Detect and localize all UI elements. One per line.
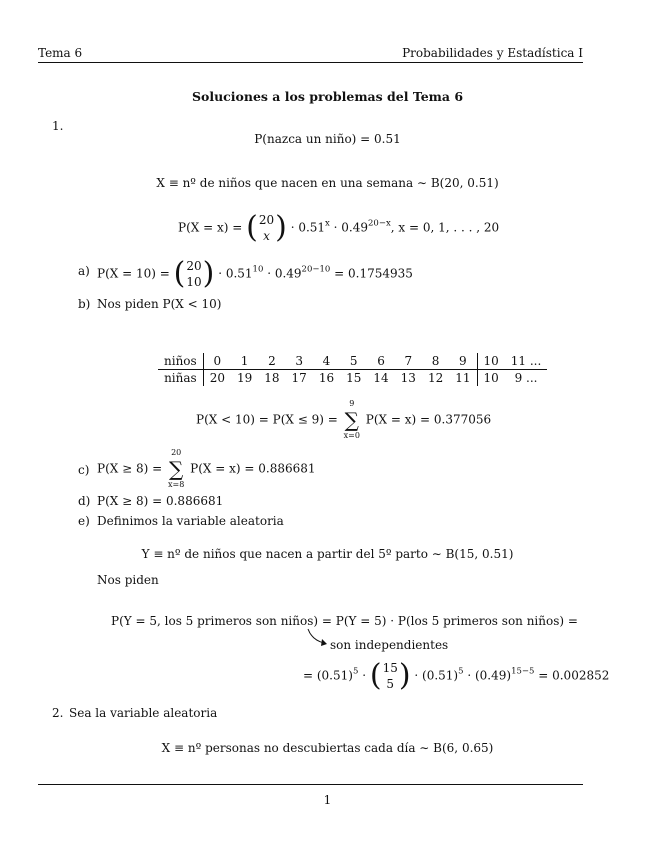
independence-note: son independientes xyxy=(330,638,449,652)
c-sum-bottom: x=8 xyxy=(168,480,185,489)
c-lhs: P(X ≥ 8) = xyxy=(97,461,163,476)
boys-cell: 8 xyxy=(431,354,440,368)
a-exp2: 20−10 xyxy=(301,264,331,275)
girls-cell: 14 xyxy=(367,370,394,387)
c-sum-formula: P(X ≥ 8) = 20 ∑ x=8 P(X = x) = 0.886681 xyxy=(97,448,316,489)
boys-cell: 6 xyxy=(377,354,385,368)
pmf-exp1: x xyxy=(325,218,330,229)
final-base2: · (0.51) xyxy=(414,668,459,683)
c-rhs: P(X = x) = 0.886681 xyxy=(190,461,316,476)
boys-cell: 7 xyxy=(404,354,413,368)
boys-cell: 11 ... xyxy=(510,354,542,368)
final-exp1: 5 xyxy=(352,666,359,677)
girls-cell: 12 xyxy=(422,370,449,387)
girls-cell: 17 xyxy=(286,370,313,387)
item-d-text: P(X ≥ 8) = 0.886681 xyxy=(97,494,224,508)
boys-cell: 2 xyxy=(268,354,276,368)
problem-2-xdef: X ≡ nº personas no descubiertas cada día ∼ B(6, 0.65) xyxy=(161,741,494,755)
item-c-label: c) xyxy=(78,463,90,477)
girls-cell: 10 xyxy=(477,370,505,387)
boys-girls-table xyxy=(158,353,547,386)
boys-cell: 1 xyxy=(240,354,249,368)
footer-rule xyxy=(38,784,583,785)
item-d-label: d) xyxy=(78,494,91,508)
page-number: 1 xyxy=(323,793,332,807)
pmf-range: , x = 0, 1, . . . , 20 xyxy=(390,220,500,235)
pmf-base1: · 0.51 xyxy=(290,220,326,235)
pmf-exp2: 20−x xyxy=(368,218,391,229)
girls-cell: 20 xyxy=(203,370,231,387)
y-definition: Y ≡ nº de niños que nacen a partir del 5º parto ∼ B(15, 0.51) xyxy=(141,547,514,561)
pmf-base2: · 0.49 xyxy=(329,220,369,235)
problem-1-number: 1. xyxy=(52,119,64,133)
row2-label: niñas xyxy=(158,370,203,387)
boys-cell: 3 xyxy=(295,354,303,368)
page-title: Soluciones a los problemas del Tema 6 xyxy=(191,89,464,104)
pmf-formula: P(X = x) = (20 x ) · $0.51^x \cdot 0.49^{20-x}$, x = 0, 1, . . . , 20 xyxy=(178,210,500,245)
boys-cell: 0 xyxy=(203,353,231,370)
item-a-label: a) xyxy=(78,264,90,278)
girls-cell: 19 xyxy=(231,370,258,387)
prob-nino: P(nazca un niño) = 0.51 xyxy=(254,132,401,146)
a-binom-top: 20 xyxy=(186,259,202,273)
header-rule xyxy=(38,62,583,63)
row1-label: niños xyxy=(164,354,197,368)
final-base3: · (0.49) xyxy=(463,668,512,683)
final-pre: = (0.51) xyxy=(303,668,353,683)
item-b-text: Nos piden P(X < 10) xyxy=(97,297,222,311)
header-left: Tema 6 xyxy=(38,46,83,60)
girls-cell: 11 xyxy=(449,370,477,387)
final-result: = 0.002852 xyxy=(534,668,610,683)
final-binom-top: 15 xyxy=(382,661,398,675)
a-base2: · 0.49 xyxy=(263,266,302,281)
final-binom-bottom: 5 xyxy=(386,677,395,691)
a-exp1: 10 xyxy=(252,264,264,275)
c-sum-top: 20 xyxy=(171,448,182,457)
problem-2-number: 2. xyxy=(52,706,64,720)
a-result: = 0.1754935 xyxy=(330,266,413,281)
final-exp3: 15−5 xyxy=(511,666,535,677)
girls-cell: 13 xyxy=(395,370,422,387)
b-sum-bottom: x=0 xyxy=(343,431,360,440)
girls-cell: 15 xyxy=(340,370,367,387)
item-e-label: e) xyxy=(78,514,90,528)
girls-cell: 9 ... xyxy=(505,370,548,387)
b-sum-top: 9 xyxy=(349,399,355,408)
b-sum-formula: P(X < 10) = P(X ≤ 9) = 9 ∑ x=0 P(X = x) = 0.377056 xyxy=(196,399,492,440)
b-lhs: P(X < 10) = P(X ≤ 9) = xyxy=(196,412,338,427)
binom-bottom: x xyxy=(263,229,270,243)
item-e-text: Definimos la variable aleatoria xyxy=(97,514,284,528)
a-base1: · 0.51 xyxy=(218,266,253,281)
item-b-label: b) xyxy=(78,297,91,311)
boys-cell: 4 xyxy=(322,354,331,368)
girls-cell: 16 xyxy=(313,370,340,387)
a-binom-bottom: 10 xyxy=(186,275,202,289)
y-probability-line: P(Y = 5, los 5 primeros son niños) = P(Y = 5) · P(los 5 primeros son niños) = xyxy=(111,614,578,628)
header-right: Probabilidades y Estadística I xyxy=(402,46,583,60)
b-rhs: P(X = x) = 0.377056 xyxy=(365,412,492,427)
boys-cell: 5 xyxy=(349,354,358,368)
final-exp2: 5 xyxy=(458,666,464,677)
binom-top: 20 xyxy=(258,213,275,227)
final-dot: · xyxy=(358,668,367,683)
x-definition: X ≡ nº de niños que nacen en una semana ∼ B(20, 0.51) xyxy=(156,176,499,190)
final-formula: = $(0.51)^5 \cdot (15$ 5 ) · $(0.51)^5 \cdot (0.49)^{15-5} = 0.002852$ xyxy=(303,658,610,693)
problem-2-text: Sea la variable aleatoria xyxy=(69,706,218,720)
a-lhs: P(X = 10) = xyxy=(97,266,170,281)
nos-piden: Nos piden xyxy=(97,573,159,587)
girls-cell: 18 xyxy=(258,370,285,387)
boys-cell: 9 xyxy=(459,354,467,368)
independence-arrow xyxy=(300,628,330,648)
item-a-formula: P(X = 10) = (20 $10) \cdot 0.51^{10} \cdot 0.49^{20-10} = 0.1754935$ xyxy=(97,256,413,291)
boys-cell: 10 xyxy=(477,353,505,370)
pmf-lhs: P(X = x) = xyxy=(178,220,243,235)
